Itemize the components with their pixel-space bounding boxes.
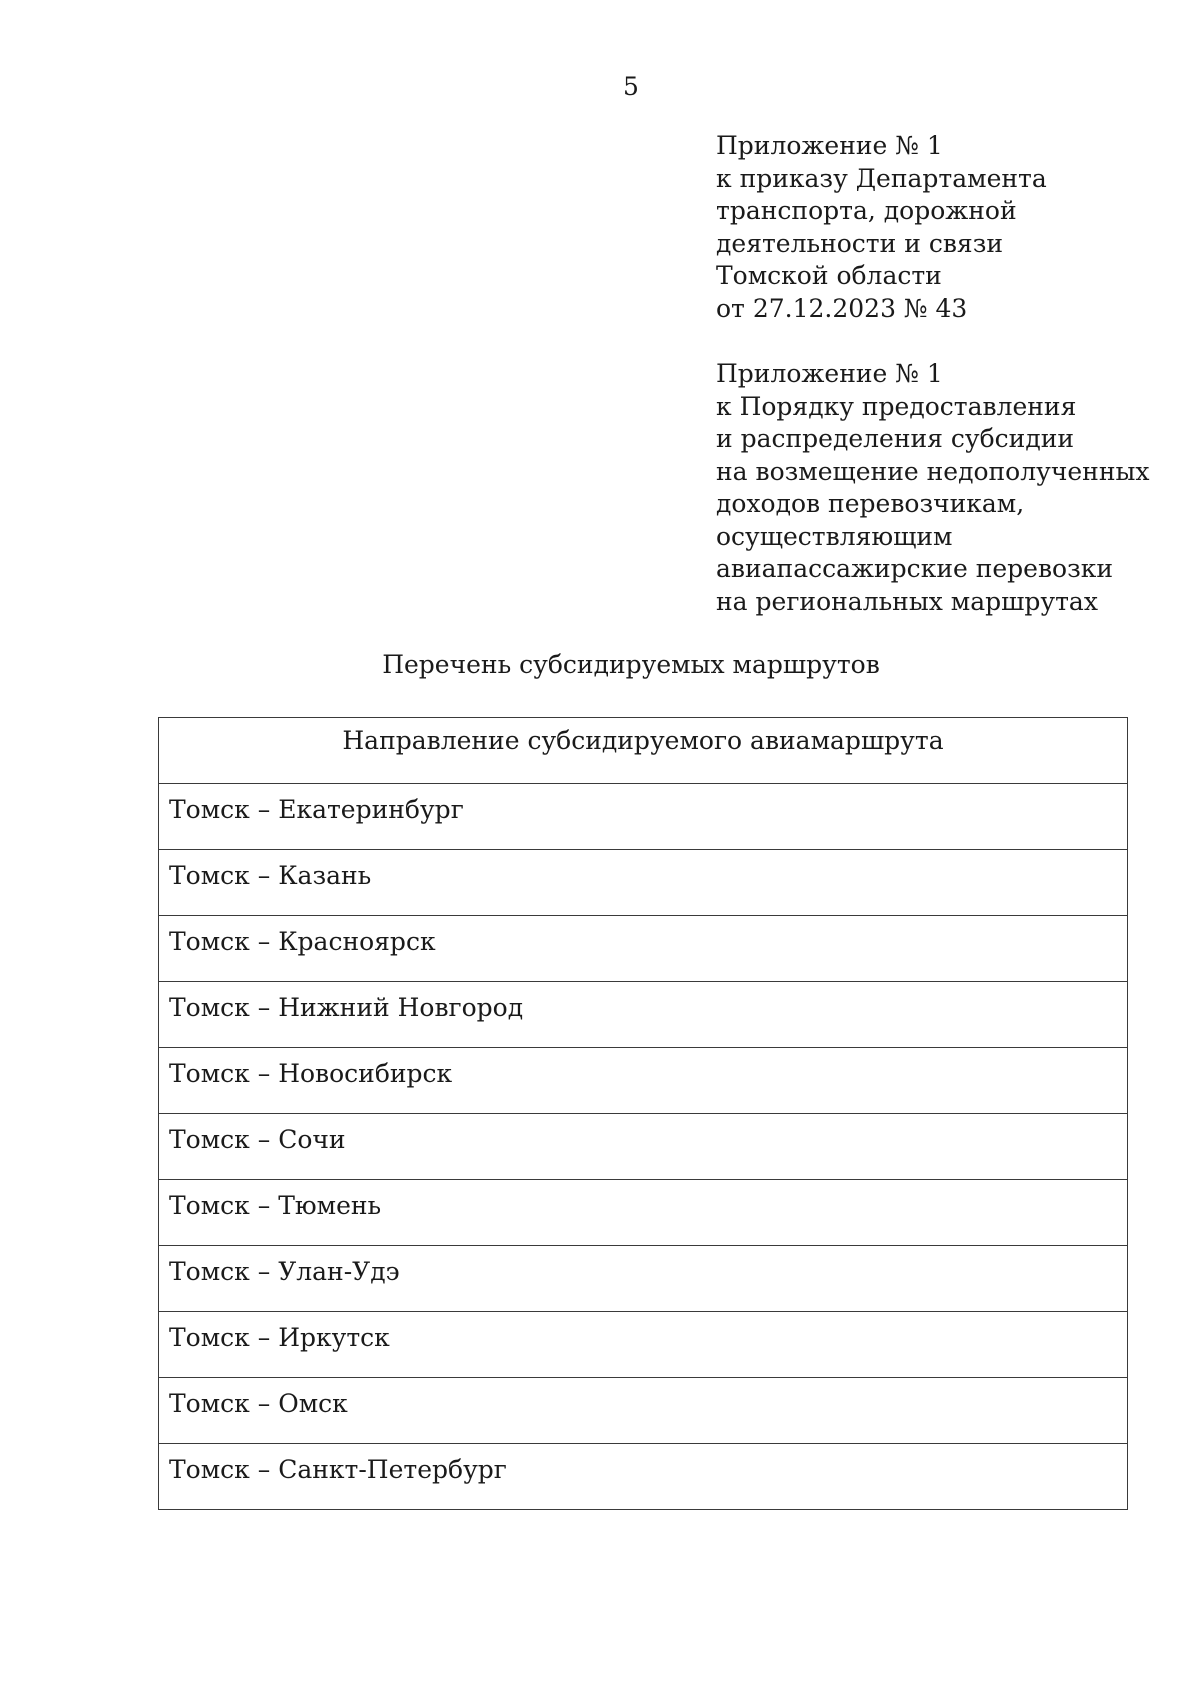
appendix-procedure-block [716, 358, 1176, 618]
route-cell: Томск – Омск [159, 1378, 1128, 1444]
appendix-procedure-line: к Порядку предоставления [716, 391, 1077, 421]
route-cell: Томск – Иркутск [159, 1312, 1128, 1378]
appendix-order-line: Томской области [716, 261, 942, 290]
appendix-procedure-line: на возмещение недополученных [716, 456, 1150, 486]
appendix-order-line: транспорта, дорожной [716, 196, 1017, 225]
appendix-order-line: деятельности и связи [716, 228, 1003, 258]
table-row [159, 850, 1128, 916]
table-row [159, 1246, 1128, 1312]
table-header-cell: Направление субсидируемого авиамаршрута [159, 718, 1128, 784]
route-cell: Томск – Улан-Удэ [159, 1246, 1128, 1312]
list-title: Перечень субсидируемых маршрутов [382, 650, 880, 679]
route-cell: Томск – Екатеринбург [159, 784, 1128, 850]
route-cell: Томск – Сочи [159, 1114, 1128, 1180]
table-row [159, 982, 1128, 1048]
table-row [159, 1114, 1128, 1180]
table-row [159, 1444, 1128, 1510]
appendix-procedure-line: Приложение № 1 [716, 359, 943, 388]
table-row [159, 1312, 1128, 1378]
page-number: 5 [623, 72, 639, 101]
appendix-procedure-line: и распределения субсидии [716, 424, 1075, 453]
appendix-order-line: Приложение № 1 [716, 131, 943, 160]
table-row [159, 784, 1128, 850]
route-cell: Томск – Красноярск [159, 916, 1128, 982]
table-row [159, 1180, 1128, 1246]
appendix-order-block [716, 130, 1176, 325]
route-cell: Томск – Нижний Новгород [159, 982, 1128, 1048]
table-row [159, 916, 1128, 982]
table-row [159, 1048, 1128, 1114]
appendix-procedure-line: доходов перевозчикам, [716, 489, 1025, 518]
table-header-row [159, 718, 1128, 784]
routes-table [158, 717, 1128, 1510]
appendix-order-line: к приказу Департамента [716, 163, 1047, 193]
route-cell: Томск – Казань [159, 850, 1128, 916]
table-row [159, 1378, 1128, 1444]
route-cell: Томск – Тюмень [159, 1180, 1128, 1246]
appendix-procedure-line: осуществляющим [716, 521, 953, 551]
route-cell: Томск – Новосибирск [159, 1048, 1128, 1114]
route-cell: Томск – Санкт-Петербург [159, 1444, 1128, 1510]
appendix-procedure-line: на региональных маршрутах [716, 586, 1098, 616]
appendix-order-line: от 27.12.2023 № 43 [716, 293, 968, 323]
appendix-procedure-line: авиапассажирские перевозки [716, 554, 1114, 583]
